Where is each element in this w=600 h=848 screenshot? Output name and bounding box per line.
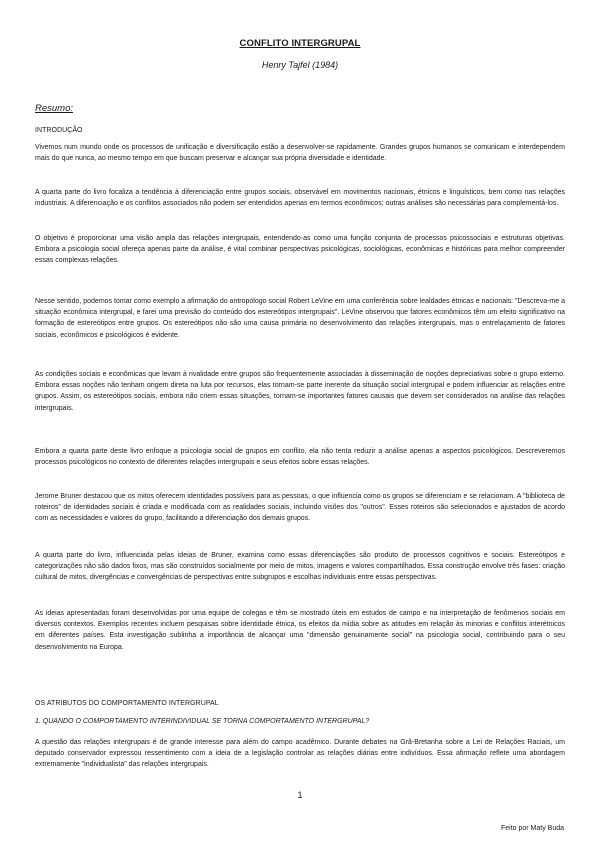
footer-credit: Feito por Maty Buda bbox=[500, 825, 564, 832]
resumo-label: Resumo: bbox=[35, 103, 74, 114]
paragraph-3: O objetivo é proporcionar uma visão ampla das relações intergrupais, entendendo-as como uma função conjunta de processos psicossociais e estruturas objetivas. Embora a psicologia social ofereça apenas parte da análise, é vital combinar perspectivas psicológicas, sociológicas, econômicas e históricas para melhor compreender essas complexas relações. bbox=[35, 235, 565, 265]
paragraph-6: Embora a quarta parte deste livro enfoque a psicologia social de grupos em conflito, ela não tenta reduzir a análise apenas a aspectos psicológicos. Descreveremos processos psicológicos no contexto de diferentes relações intergrupais e seus efeitos sobre essas relações. bbox=[35, 448, 565, 467]
section-heading-atributos: OS ATRIBUTOS DO COMPORTAMENTO INTERGRUPAL bbox=[35, 700, 219, 707]
page-number: 1 bbox=[297, 790, 303, 800]
paragraph-2: A quarta parte do livro focaliza a tendência à diferenciação entre grupos sociais, observável em movimentos nacionais, étnicos e linguísticos, bem como nas relações industriais. A diferenciação e os conflitos associados não podem ser entendidos apenas em termos econômicos; outras análises são necessárias para complementá-los. bbox=[35, 189, 565, 208]
paragraph-8: A quarta parte do livro, influenciada pelas ideias de Bruner, examina como essas diferenciações são produto de processos cognitivos e sociais. Estereótipos e categorizações não são dados fixos, mas são construídos socialmente por meio de mitos, imagens e valores compartilhados. Essa construção envolve três fases: criação cultural de mitos, divergências e convergências de perspectivas entre subgrupos e escolhas individuais entre essas perspectivas. bbox=[35, 552, 565, 582]
paragraph-1: Vivemos num mundo onde os processos de unificação e diversificação estão a desenvolver-se rapidamente. Grandes grupos humanos se comunicam e interdependem mais do que nunca, ao mesmo tempo em que buscam preservar e alcançar sua própria diversidade e identidade. bbox=[35, 144, 565, 163]
document-title: CONFLITO INTERGRUPAL bbox=[239, 38, 361, 49]
intro-heading: INTRODUÇÃO bbox=[35, 127, 83, 134]
paragraph-4: Nesse sentido, podemos tomar como exemplo a afirmação do antropólogo social Robert LeVine em uma conferência sobre lealdades étnicas e nacionais: "Descreva-me a situação econômica intergrupal, e farei uma previsão do conteúdo dos estereótipos intergrupais". LeVine observou que fatores econômicos têm um efeito significativo na formação de estereótipos entre grupos. Os estereótipos não são uma causa primária no desenvolvimento das relações intergrupais, mas o entrelaçamento de fatores sociais, econômicos e psicológicos é evidente. bbox=[35, 298, 565, 339]
paragraph-5: As condições sociais e econômicas que levam à rivalidade entre grupos são frequentemente associadas à disseminação de noções depreciativas sobre o grupo externo. Embora essas noções não tenham origem direta na luta por recursos, elas tornam-se parte inerente da situação social intergrupal e podem influenciar as relações entre grupos. Assim, os estereótipos sociais, embora não criem essas situações, tornam-se importantes fatores causais que devem ser considerados na análise das relações intergrupais. bbox=[35, 371, 565, 412]
paragraph-9: As ideias apresentadas foram desenvolvidas por uma equipe de colegas e têm se mostrado úteis em estudos de campo e na interpretação de fenômenos sociais em diversos contextos. Exemplos recentes incluem pesquisas sobre identidade étnica, os efeitos da mídia sobre as atitudes em relação às minorias e conflitos interétnicos em diferentes países. Esta investigação sublinha a importância de alcançar uma "dimensão genuinamente social" na psicologia social, contribuindo para o seu desenvolvimento na Europa. bbox=[35, 610, 565, 651]
document-author: Henry Tajfel (1984) bbox=[261, 60, 339, 70]
paragraph-10: A questão das relações intergrupais é de grande interesse para além do campo acadêmico. Durante debates na Grã-Bretanha sobre a Lei de Relações Raciais, um deputado conservador expressou ressentimento com a ideia de a legislação controlar as relações diárias entre indivíduos. Essa afirmação reflete uma abordagem extremamente "individualista" das relações intergrupais. bbox=[35, 739, 565, 769]
paragraph-7: Jerome Bruner destacou que os mitos oferecem identidades possíveis para as pessoas, o que influencia como os grupos se diferenciam e se relacionam. A "biblioteca de roteiros" de identidades sociais é criada e modificada com as realidades sociais, incluindo visões dos "outros". Esses roteiros são selecionados e ajustados de acordo com as necessidades e valores do grupo, facilitando a diferenciação dos demais grupos. bbox=[35, 493, 565, 523]
subsection-heading-1: 1. QUANDO O COMPORTAMENTO INTERINDIVIDUAL SE TORNA COMPORTAMENTO INTERGRUPAL? bbox=[35, 718, 370, 725]
